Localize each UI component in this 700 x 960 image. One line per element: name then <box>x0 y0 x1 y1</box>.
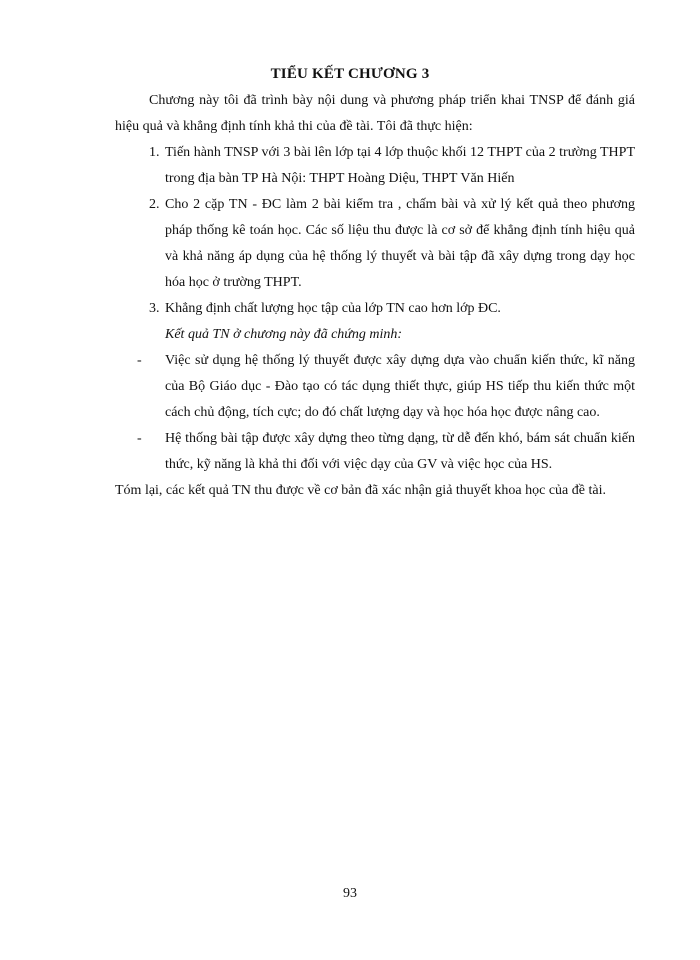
results-lead-in: Kết quả TN ở chương này đã chứng minh: <box>165 327 403 342</box>
page-number: 93 <box>343 886 357 901</box>
numbered-list <box>115 140 635 322</box>
dash-item <box>115 426 635 478</box>
list-item-text: Khẳng định chất lượng học tập của lớp TN cao hơn lớp ĐC. <box>165 301 501 316</box>
numbered-item <box>115 192 635 296</box>
dash-item <box>115 348 635 426</box>
numbered-item <box>115 296 635 322</box>
conclusion-paragraph: Tóm lại, các kết quả TN thu được về cơ bản đã xác nhận giả thuyết khoa học của đề tài. <box>115 483 606 498</box>
list-item-text: Tiến hành TNSP với 3 bài lên lớp tại 4 lớp thuộc khối 12 THPT của 2 trường THPT trong địa bàn TP Hà Nội: THPT Hoàng Diệu, THPT Văn Hiến <box>165 145 635 186</box>
list-item-text: Việc sử dụng hệ thống lý thuyết được xây dựng dựa vào chuẩn kiến thức, kĩ năng của Bộ Giáo dục - Đào tạo có tác dụng thiết thực, giúp HS tiếp thu kiến thức một cách chủ động, tích cực; do đó chất lượng dạy và học hóa học được nâng cao. <box>165 353 635 420</box>
list-number: 1. <box>149 145 160 160</box>
body-text <box>115 88 635 504</box>
list-number: 3. <box>149 301 160 316</box>
section-title: TIỂU KẾT CHƯƠNG 3 <box>270 66 430 82</box>
intro-paragraph: Chương này tôi đã trình bày nội dung và phương pháp triển khai TNSP để đánh giá hiệu quả và khẳng định tính khả thi của đề tài. Tôi đã thực hiện: <box>115 93 635 134</box>
list-item-text: Hệ thống bài tập được xây dựng theo từng dạng, từ dễ đến khó, bám sát chuẩn kiến thức, kỹ năng là khả thi đối với việc dạy của GV và việc học của HS. <box>165 431 635 472</box>
list-number: 2. <box>149 197 160 212</box>
dash-list <box>115 348 635 478</box>
list-item-text: Cho 2 cặp TN - ĐC làm 2 bài kiểm tra , chấm bài và xử lý kết quả theo phương pháp thống kê toán học. Các số liệu thu được là cơ sở để khẳng định tính hiệu quả và khả năng áp dụng của hệ thống lý thuyết và bài tập đã xây dựng trong dạy học hóa học ở trường THPT. <box>165 197 635 290</box>
dash-marker: - <box>137 353 142 368</box>
dash-marker: - <box>137 431 142 446</box>
numbered-item <box>115 140 635 192</box>
